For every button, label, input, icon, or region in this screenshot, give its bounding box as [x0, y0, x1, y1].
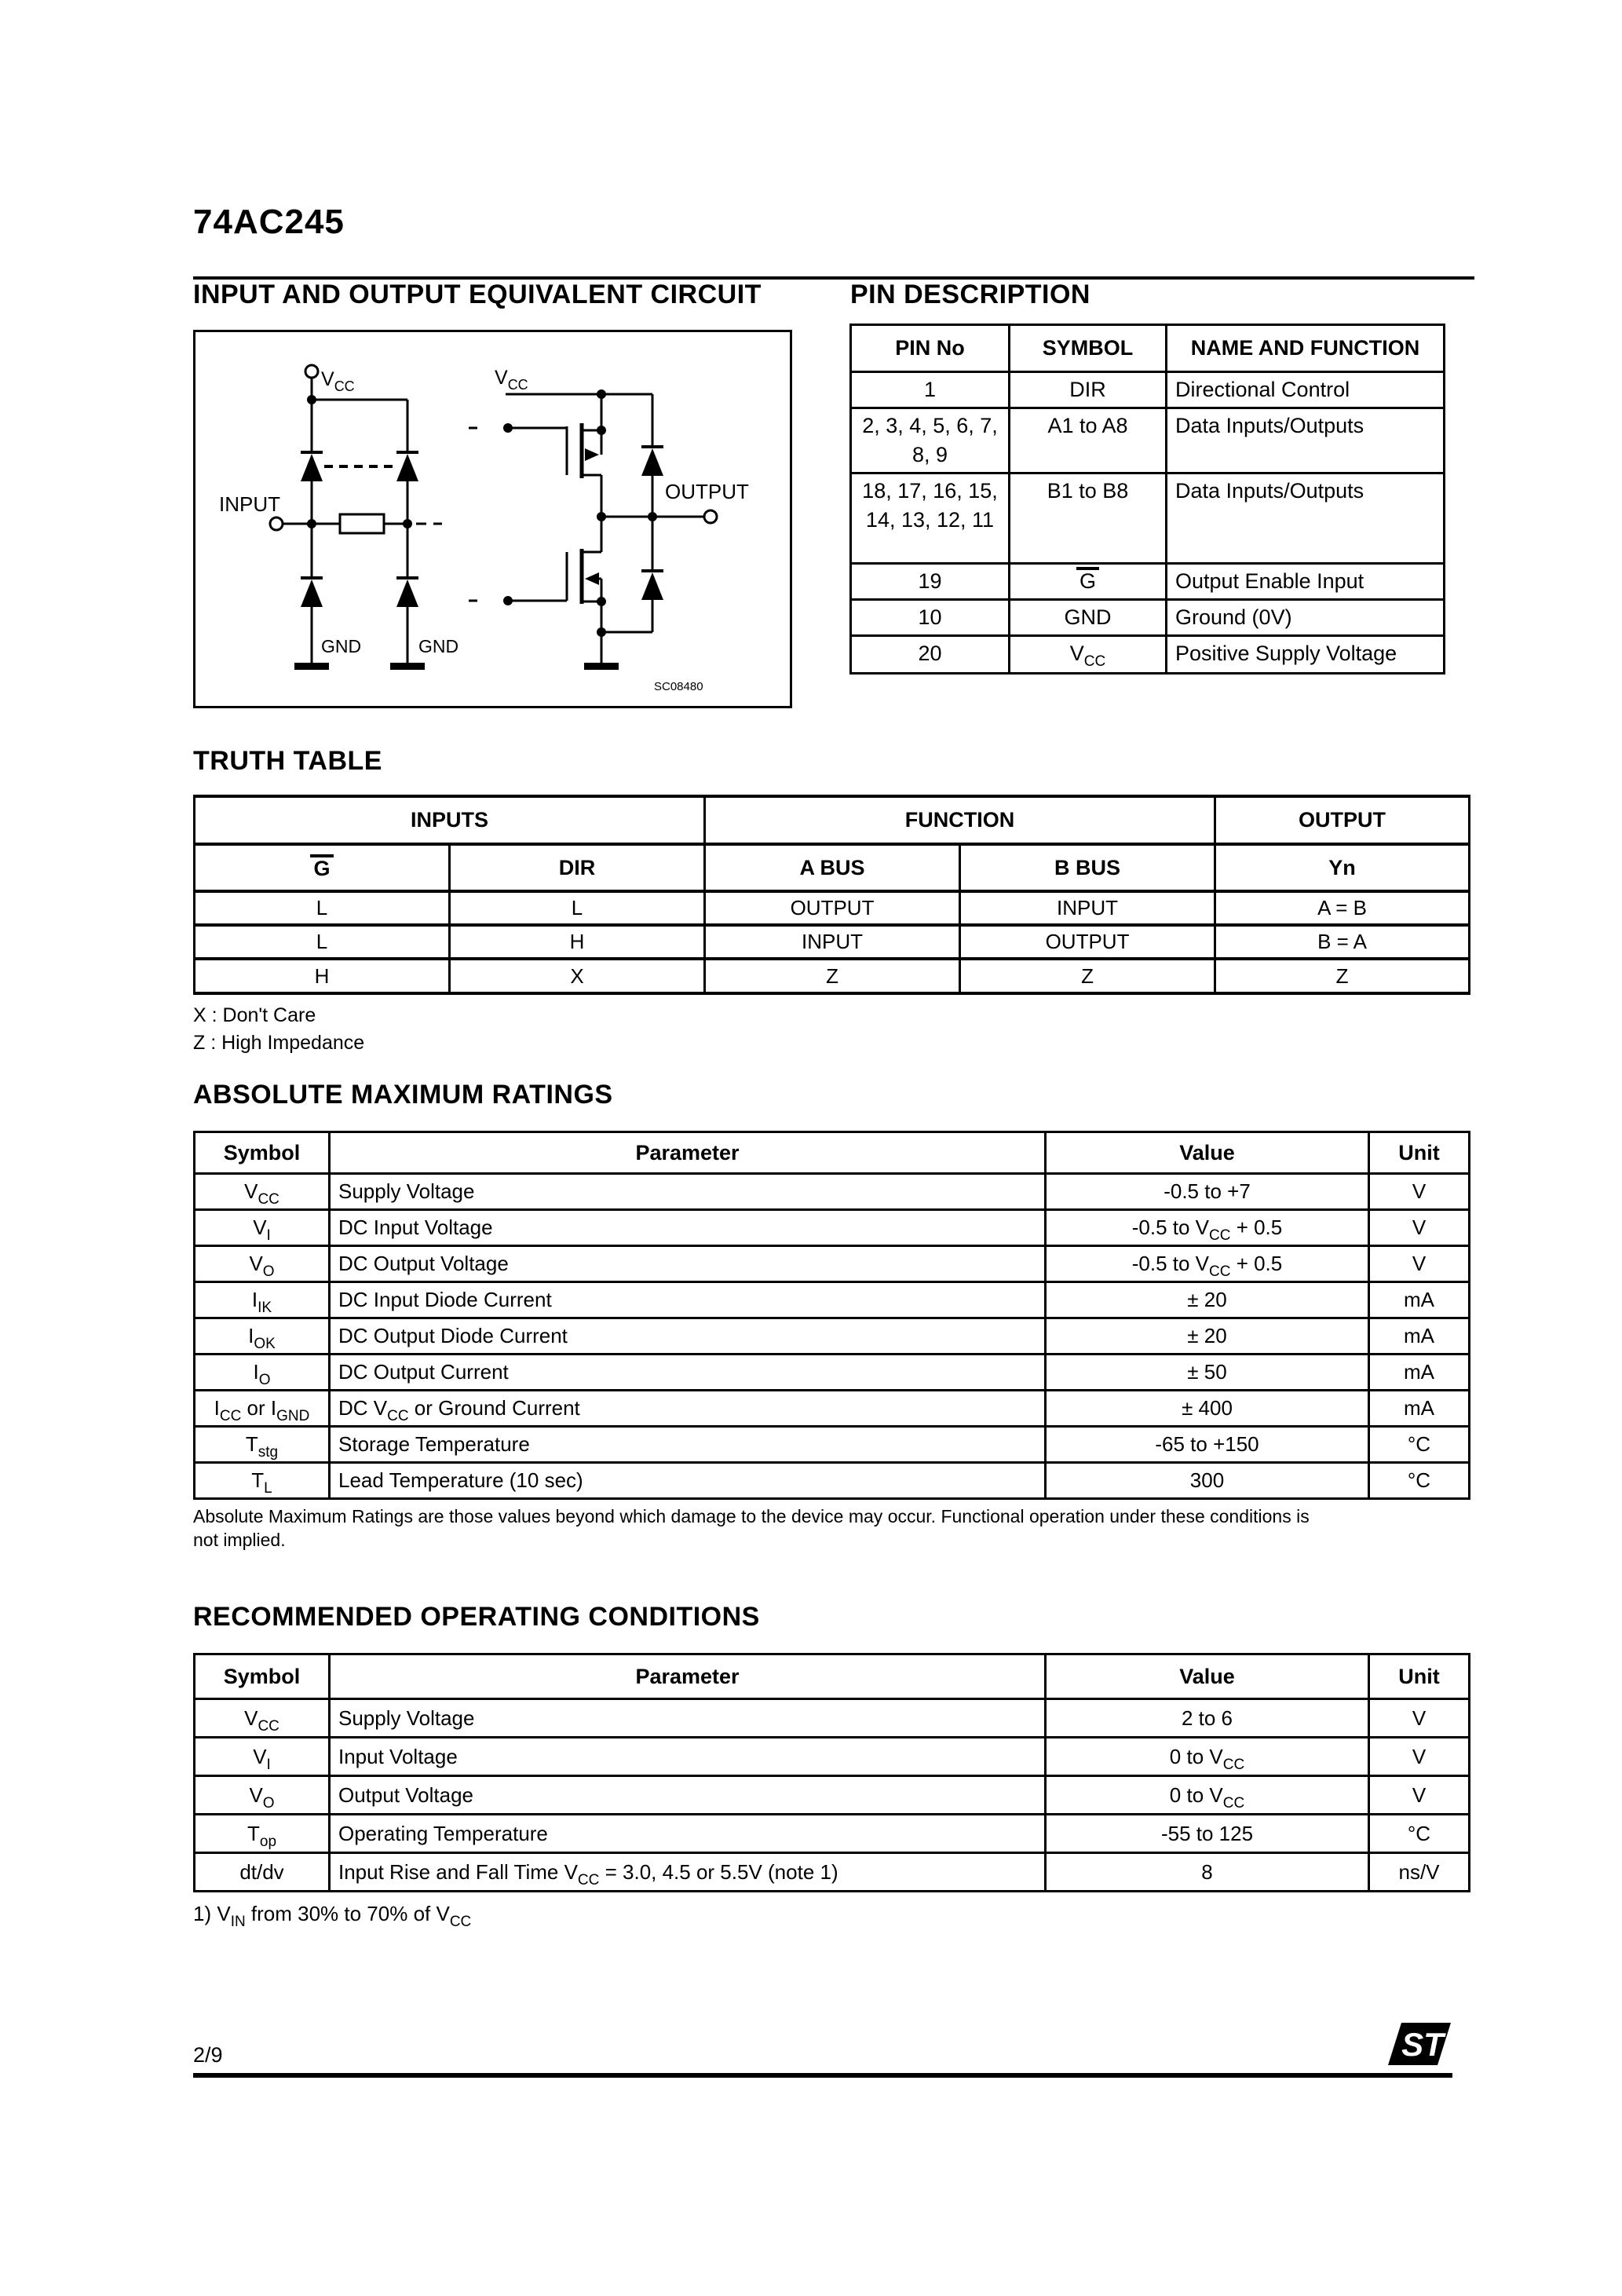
truth-cell: OUTPUT — [960, 925, 1215, 959]
value-cell: ± 400 — [1046, 1391, 1369, 1427]
parameter-cell: DC Input Voltage — [330, 1210, 1046, 1246]
rating-row — [195, 1463, 1470, 1499]
pin-row — [851, 473, 1445, 564]
parameter-cell: DC Output Diode Current — [330, 1318, 1046, 1355]
diode-icon — [641, 448, 663, 476]
function-cell: Data Inputs/Outputs — [1167, 408, 1445, 473]
resistor-icon — [340, 514, 384, 533]
pin-row — [851, 372, 1445, 408]
rating-row — [195, 1427, 1470, 1463]
mosfet-arrow-icon — [585, 448, 599, 461]
diode-icon — [301, 454, 323, 481]
symbol-cell: $V_{CC}$ — [195, 1699, 330, 1738]
value-cell: 2 to 6 — [1046, 1699, 1369, 1738]
page-number: 2/9 — [193, 2043, 223, 2067]
output-terminal — [704, 510, 717, 523]
ground-icon — [584, 663, 619, 670]
parameter-cell: Input Rise and Fall Time $V_{CC} = 3.0$, 4.5 or 5.5V (note 1) — [330, 1853, 1046, 1892]
truth-row — [195, 925, 1470, 959]
symbol-cell: GND — [1010, 600, 1167, 636]
rec-op-note: 1) $V_{IN}$ from 30% to 70% of $V_{CC}$ — [193, 1902, 472, 1930]
symbol-cell: $I_O$ — [195, 1355, 330, 1391]
symbol-cell: G — [1010, 564, 1167, 600]
condition-row — [195, 1699, 1470, 1738]
pin-row — [851, 636, 1445, 674]
table-header-row — [195, 1654, 1470, 1699]
condition-row — [195, 1815, 1470, 1853]
diode-icon — [641, 572, 663, 600]
dir-column-header: DIR — [450, 844, 705, 891]
value-cell: 0 to $V_{CC}$ — [1046, 1776, 1369, 1815]
truth-cell: INPUT — [960, 891, 1215, 925]
table-header-row — [195, 1132, 1470, 1174]
vcc-label: $V_{CC}$ — [495, 367, 528, 393]
function-cell: Data Inputs/Outputs — [1167, 473, 1445, 564]
rating-row — [195, 1246, 1470, 1282]
pin-no-cell: 1 — [851, 372, 1010, 408]
output-group-header: OUTPUT — [1215, 796, 1470, 844]
value-cell: -55 to 125 — [1046, 1815, 1369, 1853]
unit-header: Unit — [1369, 1654, 1470, 1699]
pin-row — [851, 564, 1445, 600]
unit-cell: mA — [1369, 1318, 1470, 1355]
unit-cell: V — [1369, 1246, 1470, 1282]
yn-column-header: Yn — [1215, 844, 1470, 891]
unit-cell: °C — [1369, 1815, 1470, 1853]
equivalent-circuit-figure — [193, 330, 792, 708]
b-bus-column-header: B BUS — [960, 844, 1215, 891]
ground-icon — [390, 663, 425, 670]
pin-description-heading: PIN DESCRIPTION — [850, 280, 1090, 309]
parameter-cell: Supply Voltage — [330, 1174, 1046, 1210]
symbol-cell: $V_I$ — [195, 1210, 330, 1246]
condition-row — [195, 1776, 1470, 1815]
unit-cell: V — [1369, 1776, 1470, 1815]
function-group-header: FUNCTION — [705, 796, 1215, 844]
truth-table-heading: TRUTH TABLE — [193, 746, 382, 776]
footer-rule — [193, 2073, 1452, 2078]
function-cell: Output Enable Input — [1167, 564, 1445, 600]
truth-row — [195, 891, 1470, 925]
truth-row — [195, 959, 1470, 993]
truth-cell: Z — [960, 959, 1215, 993]
gnd-label: GND — [321, 636, 362, 656]
st-logo — [1388, 2023, 1451, 2065]
truth-cell: INPUT — [705, 925, 960, 959]
circuit-section-heading: INPUT AND OUTPUT EQUIVALENT CIRCUIT — [193, 280, 762, 309]
symbol-header: Symbol — [195, 1132, 330, 1174]
value-cell: -65 to +150 — [1046, 1427, 1369, 1463]
diode-icon — [301, 579, 323, 607]
a-bus-column-header: A BUS — [705, 844, 960, 891]
unit-cell: V — [1369, 1174, 1470, 1210]
parameter-cell: Operating Temperature — [330, 1815, 1046, 1853]
parameter-cell: DC Input Diode Current — [330, 1282, 1046, 1318]
value-cell: ± 20 — [1046, 1282, 1369, 1318]
symbol-cell: $V_I$ — [195, 1738, 330, 1776]
vcc-label: $V_{CC}$ — [321, 368, 355, 394]
value-header: Value — [1046, 1132, 1369, 1174]
truth-cell: OUTPUT — [705, 891, 960, 925]
abs-max-note — [193, 1504, 1468, 1552]
pin-no-cell: 18, 17, 16, 15, 14, 13, 12, 11 — [851, 473, 1010, 564]
pin-row — [851, 408, 1445, 473]
parameter-cell: DC $V_{CC}$ or Ground Current — [330, 1391, 1046, 1427]
value-cell: ± 50 — [1046, 1355, 1369, 1391]
rating-row — [195, 1391, 1470, 1427]
condition-row — [195, 1853, 1470, 1892]
st-logo-icon — [1388, 2023, 1451, 2065]
rec-op-heading: RECOMMENDED OPERATING CONDITIONS — [193, 1602, 760, 1632]
output-stage — [469, 389, 717, 670]
pin-description-table — [849, 324, 1445, 675]
column-header-row — [195, 844, 1470, 891]
symbol-cell: A1 to A8 — [1010, 408, 1167, 473]
truth-cell: L — [195, 925, 450, 959]
truth-cell: X — [450, 959, 705, 993]
value-cell: -0.5 to $V_{CC} + 0.5$ — [1046, 1246, 1369, 1282]
pin-no-cell: 20 — [851, 636, 1010, 674]
truth-cell: A = B — [1215, 891, 1470, 925]
symbol-cell: $V_{CC}$ — [195, 1174, 330, 1210]
table-header-row — [851, 325, 1445, 372]
truth-cell: B = A — [1215, 925, 1470, 959]
unit-cell: V — [1369, 1699, 1470, 1738]
value-cell: ± 20 — [1046, 1318, 1369, 1355]
pin-no-cell: 10 — [851, 600, 1010, 636]
unit-cell: °C — [1369, 1427, 1470, 1463]
input-protection-network — [270, 365, 442, 670]
value-cell: 0 to $V_{CC}$ — [1046, 1738, 1369, 1776]
g-column-header: G — [195, 844, 450, 891]
rating-row — [195, 1318, 1470, 1355]
gnd-label: GND — [418, 636, 459, 656]
value-cell: 8 — [1046, 1853, 1369, 1892]
symbol-cell: $V_O$ — [195, 1246, 330, 1282]
abs-max-heading: ABSOLUTE MAXIMUM RATINGS — [193, 1080, 613, 1110]
pin-row — [851, 600, 1445, 636]
unit-cell: mA — [1369, 1355, 1470, 1391]
value-cell: 300 — [1046, 1463, 1369, 1499]
unit-cell: mA — [1369, 1391, 1470, 1427]
function-cell: Directional Control — [1167, 372, 1445, 408]
input-terminal — [270, 517, 283, 530]
pin-no-cell: 2, 3, 4, 5, 6, 7, 8, 9 — [851, 408, 1010, 473]
legend-x: X : Don't Care — [193, 1004, 316, 1026]
output-label: OUTPUT — [665, 480, 749, 503]
truth-table-legend — [193, 1002, 364, 1057]
symbol-cell: $T_{op}$ — [195, 1815, 330, 1853]
symbol-cell: dt/dv — [195, 1853, 330, 1892]
rating-row — [195, 1210, 1470, 1246]
pin-no-header: PIN No — [851, 325, 1010, 372]
parameter-cell: DC Output Current — [330, 1355, 1046, 1391]
diode-icon — [396, 579, 418, 607]
parameter-cell: Storage Temperature — [330, 1427, 1046, 1463]
parameter-cell: Output Voltage — [330, 1776, 1046, 1815]
symbol-cell: $T_{stg}$ — [195, 1427, 330, 1463]
rating-row — [195, 1282, 1470, 1318]
rec-op-table — [193, 1653, 1470, 1892]
page-title: 74AC245 — [193, 203, 345, 241]
truth-cell: Z — [1215, 959, 1470, 993]
truth-cell: L — [195, 891, 450, 925]
legend-z: Z : High Impedance — [193, 1032, 365, 1054]
group-header-row — [195, 796, 1470, 844]
inputs-group-header: INPUTS — [195, 796, 705, 844]
unit-cell: V — [1369, 1210, 1470, 1246]
value-cell: -0.5 to $V_{CC} + 0.5$ — [1046, 1210, 1369, 1246]
symbol-cell: $I_{OK}$ — [195, 1318, 330, 1355]
vcc-terminal — [305, 365, 318, 378]
condition-row — [195, 1738, 1470, 1776]
value-cell: -0.5 to +7 — [1046, 1174, 1369, 1210]
mosfet-arrow-icon — [585, 572, 599, 585]
parameter-header: Parameter — [330, 1132, 1046, 1174]
function-cell: Positive Supply Voltage — [1167, 636, 1445, 674]
symbol-cell: $V_{CC}$ — [1010, 636, 1167, 674]
abs-max-table — [193, 1131, 1470, 1500]
rating-row — [195, 1174, 1470, 1210]
figure-code: SC08480 — [654, 680, 703, 693]
note-line: Absolute Maximum Ratings are those values beyond which damage to the device may occur. Functional operation under these conditions is — [193, 1506, 1310, 1526]
unit-cell: V — [1369, 1738, 1470, 1776]
function-cell: Ground (0V) — [1167, 600, 1445, 636]
pin-no-cell: 19 — [851, 564, 1010, 600]
unit-cell: mA — [1369, 1282, 1470, 1318]
parameter-header: Parameter — [330, 1654, 1046, 1699]
symbol-cell: DIR — [1010, 372, 1167, 408]
truth-cell: H — [195, 959, 450, 993]
rating-row — [195, 1355, 1470, 1391]
truth-table — [193, 795, 1470, 995]
truth-cell: L — [450, 891, 705, 925]
value-header: Value — [1046, 1654, 1369, 1699]
parameter-cell: Supply Voltage — [330, 1699, 1046, 1738]
name-function-header: NAME AND FUNCTION — [1167, 325, 1445, 372]
input-label: INPUT — [219, 492, 280, 516]
truth-cell: H — [450, 925, 705, 959]
parameter-cell: Input Voltage — [330, 1738, 1046, 1776]
svg-text:ST: ST — [1401, 2026, 1444, 2063]
parameter-cell: DC Output Voltage — [330, 1246, 1046, 1282]
equivalent-circuit-drawing — [195, 332, 790, 706]
symbol-cell: $V_O$ — [195, 1776, 330, 1815]
ground-icon — [294, 663, 329, 670]
symbol-cell: $I_{IK}$ — [195, 1282, 330, 1318]
unit-cell: ns/V — [1369, 1853, 1470, 1892]
diode-icon — [396, 454, 418, 481]
truth-cell: Z — [705, 959, 960, 993]
unit-cell: °C — [1369, 1463, 1470, 1499]
symbol-cell: $I_{CC}$ or $I_{GND}$ — [195, 1391, 330, 1427]
parameter-cell: Lead Temperature (10 sec) — [330, 1463, 1046, 1499]
symbol-cell: $T_L$ — [195, 1463, 330, 1499]
symbol-header: SYMBOL — [1010, 325, 1167, 372]
symbol-header: Symbol — [195, 1654, 330, 1699]
unit-header: Unit — [1369, 1132, 1470, 1174]
symbol-cell: B1 to B8 — [1010, 473, 1167, 564]
note-line: not implied. — [193, 1530, 286, 1550]
circuit-labels — [219, 367, 749, 693]
